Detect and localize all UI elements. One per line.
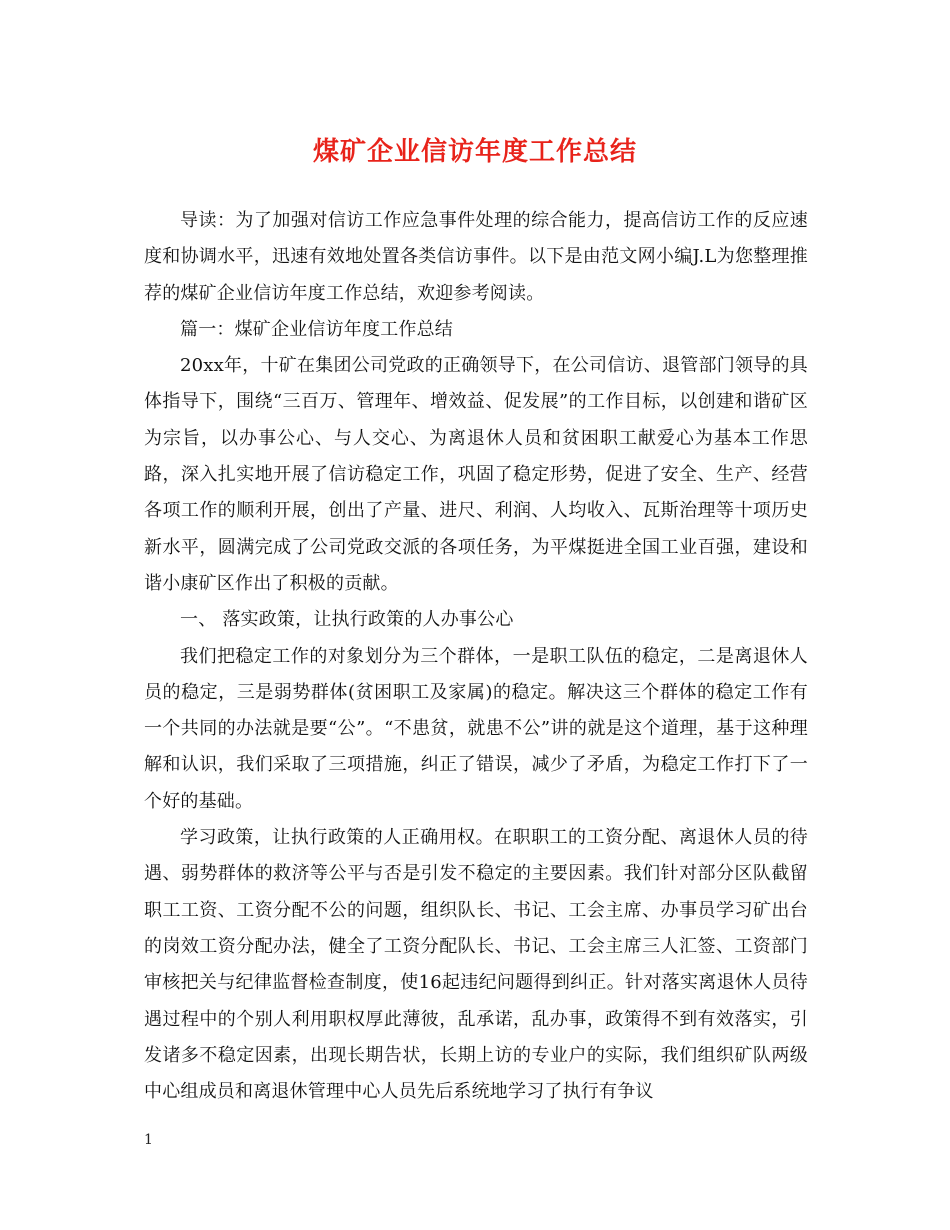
paragraph-study-policy: 学习政策，让执行政策的人正确用权。在职职工的工资分配、离退休人员的待遇、弱势群体的救济等公平与否是引发不稳定的主要因素。我们针对部分区队截留职工工资、工资分配不公的问题，组织队长、书记、工会主席、办事员学习矿出台的岗效工资分配办法，健全了工资分配队长、书记、工会主席三人汇签、工资部门审核把关与纪律监督检查制度，使16起违纪问题得到纠正。针对落实离退休人员待遇过程中的个别人利用职权厚此薄彼，乱承诺，乱办事，政策得不到有效落实，引发诸多不稳定因素，出现长期告状，长期上访的专业户的实际，我们组织矿队两级中心组成员和离退休管理中心人员先后系统地学习了执行有争议 — [144, 827, 808, 1103]
paragraph-intro: 导读：为了加强对信访工作应急事件处理的综合能力，提高信访工作的反应速度和协调水平，迅速有效地处置各类信访事件。以下是由范文网小编J.L为您整理推荐的煤矿企业信访年度工作总结，欢迎参考阅读。 — [144, 210, 808, 304]
document-body — [144, 203, 808, 1110]
paragraph-section-heading: 篇一：煤矿企业信访年度工作总结 — [180, 318, 453, 340]
page-number: 1 — [144, 1132, 153, 1148]
paragraph-overview: 20xx年，十矿在集团公司党政的正确领导下，在公司信访、退管部门领导的具体指导下，围绕“三百万、管理年、增效益、促发展”的工作目标，以创建和谐矿区为宗旨，以办事公心、与人交心、为离退休人员和贫困职工献爱心为基本工作思路，深入扎实地开展了信访稳定工作，巩固了稳定形势，促进了安全、生产、经营各项工作的顺利开展，创出了产量、进尺、利润、人均收入、瓦斯治理等十项历史新水平，圆满完成了公司党政交派的各项任务，为平煤挺进全国工业百强，建设和谐小康矿区作出了积极的贡献。 — [144, 355, 808, 594]
paragraph-stability-groups: 我们把稳定工作的对象划分为三个群体，一是职工队伍的稳定，二是离退休人员的稳定，三是弱势群体(贫困职工及家属)的稳定。解决这三个群体的稳定工作有一个共同的办法就是要“公”。“不患贫，就患不公”讲的就是这个道理，基于这种理解和认识，我们采取了三项措施，纠正了错误，减少了矛盾，为稳定工作打下了一个好的基础。 — [144, 645, 808, 812]
paragraph-subheading-one: 一、 落实政策，让执行政策的人办事公心 — [180, 609, 514, 631]
document-title: 煤矿企业信访年度工作总结 — [312, 137, 637, 167]
